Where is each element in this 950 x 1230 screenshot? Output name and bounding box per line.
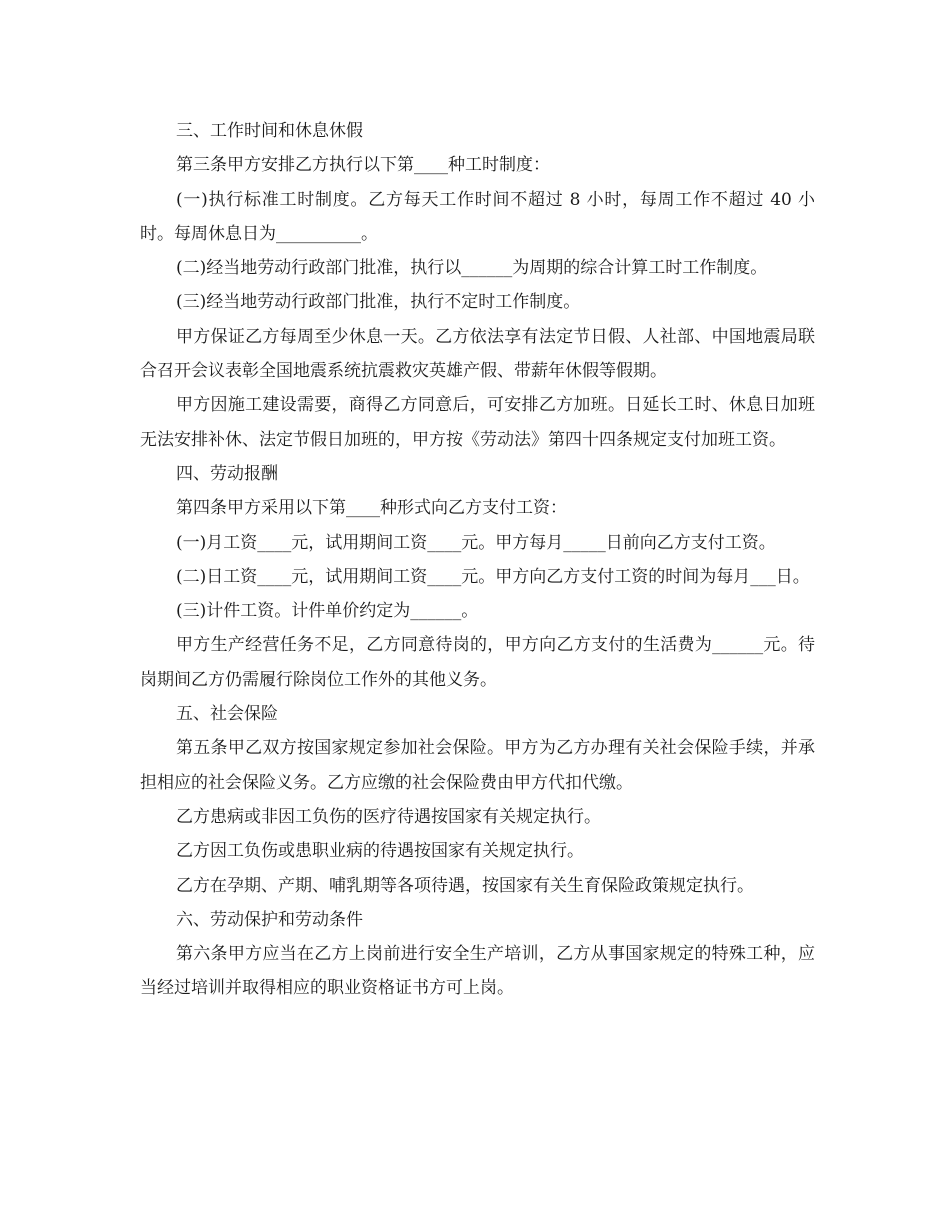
article-4-paragraph: 第四条甲方采用以下第____种形式向乙方支付工资： (176, 498, 567, 519)
flexible-hours-clause: (三)经当地劳动行政部门批准，执行不定时工作制度。 (176, 292, 581, 313)
comprehensive-hours-clause: (二)经当地劳动行政部门批准，执行以______为周期的综合计算工时工作制度。 (176, 258, 768, 279)
standby-pay-paragraph: 甲方生产经营任务不足，乙方同意待岗的，甲方向乙方支付的生活费为______元。待岗期间乙方仍需履行除岗位工作外的其他义务。 (140, 635, 815, 690)
article-6-paragraph: 第六条甲方应当在乙方上岗前进行安全生产培训，乙方从事国家规定的特殊工种，应当经过培训并取得相应的职业资格证书方可上岗。 (140, 944, 815, 999)
daily-wage-clause: (二)日工资____元，试用期间工资____元。甲方向乙方支付工资的时间为每月___日。 (176, 566, 810, 587)
standard-hours-clause: (一)执行标准工时制度。乙方每天工作时间不超过 8 小时，每周工作不超过 40 小时。每周休息日为__________。 (140, 189, 815, 244)
section-heading-labor-protection: 六、劳动保护和劳动条件 (176, 909, 363, 930)
maternity-paragraph: 乙方在孕期、产期、哺乳期等各项待遇，按国家有关生育保险政策规定执行。 (176, 875, 754, 896)
document-page (140, 114, 815, 1006)
piecework-wage-clause: (三)计件工资。计件单价约定为______。 (176, 601, 479, 622)
section-heading-remuneration: 四、劳动报酬 (176, 463, 278, 484)
monthly-wage-clause: (一)月工资____元，试用期间工资____元。甲方每月_____日前向乙方支付工资。 (176, 532, 776, 553)
rest-day-paragraph: 甲方保证乙方每周至少休息一天。乙方依法享有法定节日假、人社部、中国地震局联合召开会议表彰全国地震系统抗震救灾英雄产假、带薪年休假等假期。 (140, 326, 815, 382)
section-heading-work-time: 三、工作时间和休息休假 (176, 121, 363, 141)
article-3-paragraph: 第三条甲方安排乙方执行以下第____种工时制度： (176, 155, 550, 176)
section-heading-social-insurance: 五、社会保险 (176, 704, 278, 725)
work-injury-paragraph: 乙方因工负伤或患职业病的待遇按国家有关规定执行。 (176, 841, 584, 862)
article-5-paragraph: 第五条甲乙双方按国家规定参加社会保险。甲方为乙方办理有关社会保险手续，并承担相应的社会保险义务。乙方应缴的社会保险费由甲方代扣代缴。 (140, 738, 815, 793)
overtime-paragraph: 甲方因施工建设需要，商得乙方同意后，可安排乙方加班。日延长工时、休息日加班无法安排补休、法定节假日加班的，甲方按《劳动法》第四十四条规定支付加班工资。 (140, 395, 815, 450)
illness-treatment-paragraph: 乙方患病或非因工负伤的医疗待遇按国家有关规定执行。 (176, 806, 601, 827)
